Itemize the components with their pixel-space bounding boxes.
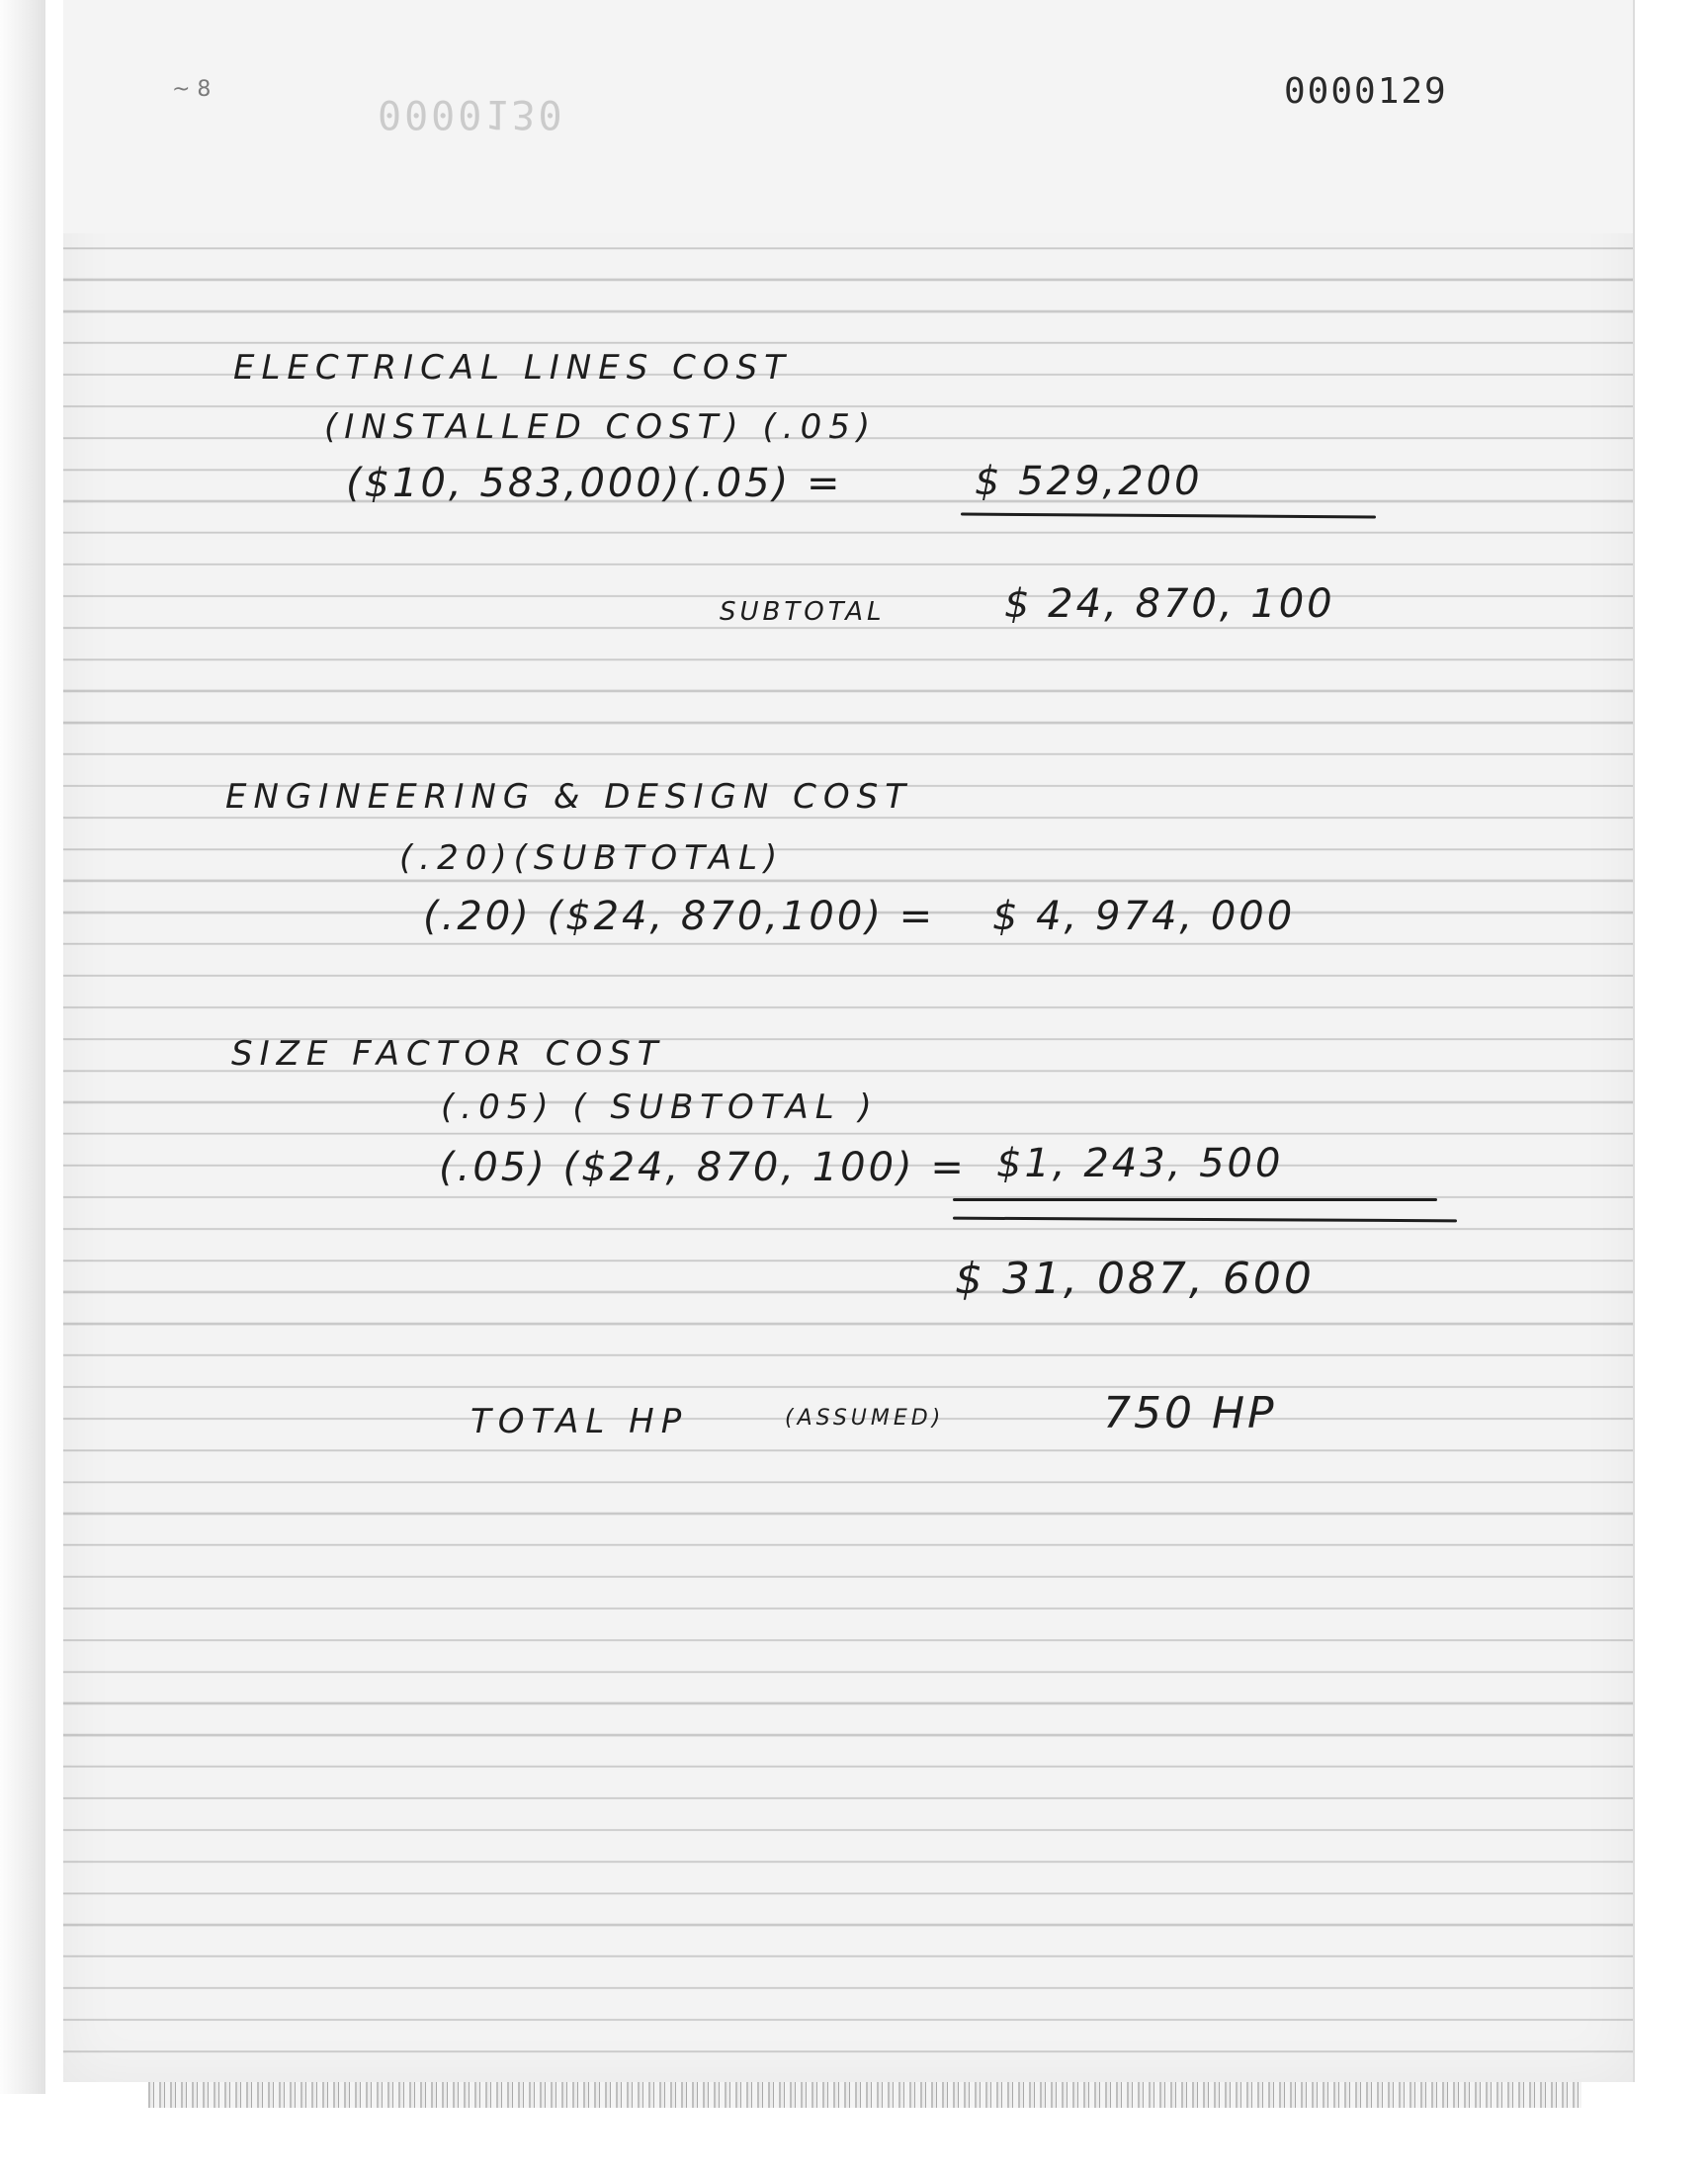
total-hp-label: TOTAL HP bbox=[470, 1402, 689, 1441]
electrical-calculation: ($10, 583,000)(.05) = bbox=[346, 461, 843, 506]
subtotal-value: $ 24, 870, 100 bbox=[1004, 581, 1335, 627]
document-number-stamp: 0000129 bbox=[1284, 71, 1448, 112]
engineering-heading: ENGINEERING & DESIGN COST bbox=[225, 777, 912, 817]
total-hp-note: (ASSUMED) bbox=[785, 1406, 945, 1431]
bleed-through-stamp: 0000130 bbox=[378, 91, 565, 136]
size-factor-underline-2 bbox=[953, 1217, 1457, 1223]
total-hp-value: 750 HP bbox=[1103, 1388, 1277, 1438]
ruled-paper-sheet bbox=[63, 0, 1635, 2082]
electrical-heading: ELECTRICAL LINES COST bbox=[233, 348, 792, 388]
subtotal-label: SUBTOTAL bbox=[720, 597, 886, 627]
size-factor-underline-1 bbox=[953, 1198, 1437, 1201]
paper-top-margin bbox=[63, 0, 1633, 233]
size-factor-calculation: (.05) ($24, 870, 100) = bbox=[439, 1145, 967, 1190]
size-factor-heading: SIZE FACTOR COST bbox=[231, 1034, 665, 1074]
electrical-formula: (INSTALLED COST) (.05) bbox=[324, 407, 878, 447]
scanner-edge-left bbox=[0, 0, 45, 2175]
engineering-result: $ 4, 974, 000 bbox=[992, 894, 1296, 939]
engineering-formula: (.20)(SUBTOTAL) bbox=[399, 838, 785, 878]
engineering-calculation: (.20) ($24, 870,100) = bbox=[423, 894, 936, 939]
size-factor-result: $1, 243, 500 bbox=[996, 1141, 1284, 1186]
corner-pencil-mark: ~ 8 bbox=[172, 77, 212, 102]
scanner-streaks bbox=[148, 2080, 1581, 2108]
electrical-result-underline bbox=[961, 513, 1376, 519]
grand-total: $ 31, 087, 600 bbox=[955, 1254, 1315, 1304]
size-factor-formula: (.05) ( SUBTOTAL ) bbox=[441, 1088, 879, 1127]
electrical-result: $ 529,200 bbox=[975, 459, 1203, 504]
